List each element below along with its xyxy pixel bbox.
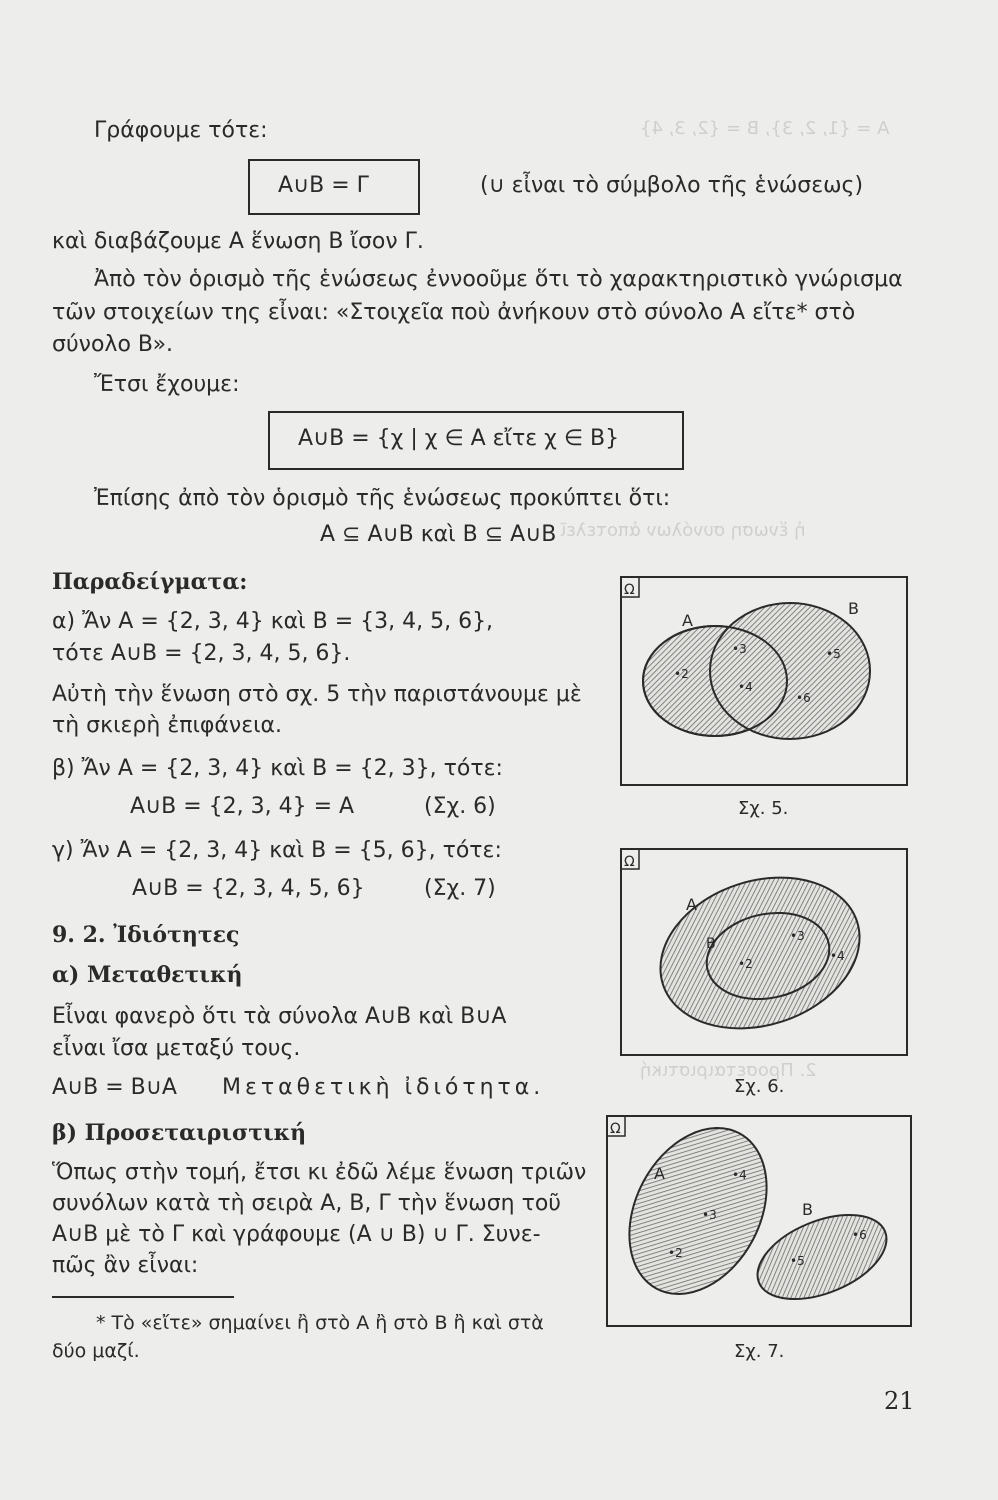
commutative-line-1: Εἶναι φανερὸ ὅτι τὰ σύνολα A∪B καὶ B∪A (52, 1004, 507, 1029)
set-a-label: A (686, 895, 697, 914)
element-4: •4 (732, 1168, 747, 1182)
subset-formula: A ⊆ A∪B καὶ B ⊆ A∪B (320, 522, 557, 547)
element-2: •2 (668, 1246, 683, 1260)
footnote-line-1: * Τὸ «εἴτε» σημαίνει ἢ στὸ A ἢ στὸ B ἢ καὶ στὰ (96, 1312, 544, 1334)
set-a-label: A (654, 1164, 665, 1183)
associative-line-2: συνόλων κατὰ τὴ σειρὰ A, B, Γ τὴν ἕνωση τοῦ (52, 1191, 562, 1216)
example-b-figure-ref: (Σχ. 6) (424, 794, 496, 819)
footnote-rule (52, 1296, 234, 1298)
bleed-through-text: A = {1, 2, 3}, B = {2, 3, 4} (640, 118, 890, 139)
example-a-line-2: τότε A∪B = {2, 3, 4, 5, 6}. (52, 641, 351, 666)
commutative-property-name: Μεταθετικὴ ἰδιότητα. (222, 1075, 545, 1100)
example-a-line-4: τὴ σκιερὴ ἐπιφάνεια. (52, 713, 283, 738)
element-6: •6 (852, 1228, 867, 1242)
element-2: •2 (674, 667, 689, 681)
commutative-formula: A∪B = B∪A (52, 1075, 177, 1100)
universe-label: Ω (624, 854, 635, 870)
read-as-text: καὶ διαβάζουμε A ἕνωση B ἴσον Γ. (52, 229, 424, 254)
element-5: •5 (790, 1254, 805, 1268)
figure-5-caption: Σχ. 5. (738, 798, 789, 819)
element-6: •6 (796, 691, 811, 705)
bleed-through-text: ἡ ἕνωση συνόλων ἀποτελεῖ (560, 520, 806, 541)
figure-7-caption: Σχ. 7. (734, 1341, 785, 1362)
set-b-label: B (706, 936, 716, 952)
write-then-text: Γράφουμε τότε: (94, 118, 268, 143)
example-a-line-1: α) Ἄν A = {2, 3, 4} καὶ B = {3, 4, 5, 6}, (52, 609, 494, 634)
set-b-label: B (802, 1200, 813, 1219)
so-we-have-text: Ἔτσι ἔχουμε: (94, 372, 240, 397)
definition-line-1: Ἀπὸ τὸν ὁρισμὸ τῆς ἑνώσεως ἐννοοῦμε ὅτι τὸ χαρακτηριστικὸ γνώρισμα (94, 267, 903, 292)
figure-5-venn-diagram (620, 576, 908, 786)
associative-line-4: πῶς ἂν εἶναι: (52, 1253, 199, 1278)
footnote-line-2: δύο μαζί. (52, 1340, 140, 1362)
universe-label: Ω (624, 582, 635, 598)
associative-line-1: Ὅπως στὴν τομή, ἔτσι κι ἐδῶ λέμε ἕνωση τριῶν (52, 1160, 587, 1185)
set-builder-formula: A∪B = {χ | χ ∈ A εἴτε χ ∈ B} (298, 426, 620, 451)
set-a-label: A (682, 611, 693, 630)
commutative-line-2: εἶναι ἴσα μεταξύ τους. (52, 1036, 301, 1061)
figure-6-caption: Σχ. 6. (734, 1076, 785, 1097)
union-symbol-note: (∪ εἶναι τὸ σύμβολο τῆς ἑνώσεως) (480, 173, 864, 198)
set-b-ellipse (710, 603, 870, 739)
definition-line-3: σύνολο B». (52, 332, 174, 357)
example-c-formula: A∪B = {2, 3, 4, 5, 6} (132, 876, 365, 901)
universe-label: Ω (610, 1121, 621, 1137)
example-b-line-1: β) Ἄν A = {2, 3, 4} καὶ B = {2, 3}, τότε: (52, 756, 503, 781)
figure-6-venn-diagram (620, 848, 908, 1056)
element-4: •4 (830, 949, 845, 963)
definition-line-2: τῶν στοιχείων της εἶναι: «Στοιχεῖα ποὺ ἀνήκουν στὸ σύνολο A εἴτε* στὸ (52, 300, 856, 325)
also-text: Ἐπίσης ἀπὸ τὸν ὁρισμὸ τῆς ἑνώσεως προκύπτει ὅτι: (94, 486, 671, 511)
element-5: •5 (826, 647, 841, 661)
example-c-line-1: γ) Ἄν A = {2, 3, 4} καὶ B = {5, 6}, τότε: (52, 838, 502, 863)
commutative-heading: α) Μεταθετική (52, 962, 243, 988)
element-3: •3 (732, 642, 747, 656)
example-c-figure-ref: (Σχ. 7) (424, 876, 496, 901)
example-b-formula: A∪B = {2, 3, 4} = A (130, 794, 355, 819)
union-equation: A∪B = Γ (278, 173, 369, 198)
element-3: •3 (790, 929, 805, 943)
examples-heading: Παραδείγματα: (52, 569, 248, 595)
properties-heading: 9. 2. Ἰδιότητες (52, 922, 240, 948)
associative-line-3: A∪B μὲ τὸ Γ καὶ γράφουμε (A ∪ B) ∪ Γ. Συνε- (52, 1222, 541, 1247)
set-b-ellipse (745, 1198, 898, 1316)
associative-heading: β) Προσεταιριστική (52, 1120, 307, 1146)
set-b-label: B (848, 599, 859, 618)
page-number: 21 (884, 1387, 915, 1415)
example-a-line-3: Αὐτὴ τὴν ἕνωση στὸ σχ. 5 τὴν παριστάνουμε μὲ (52, 682, 582, 707)
element-3: •3 (702, 1208, 717, 1222)
bleed-through-text: 2. Προσεταιριστική (640, 1060, 817, 1081)
element-2: •2 (738, 957, 753, 971)
element-4: •4 (738, 680, 753, 694)
figure-7-venn-diagram (606, 1115, 912, 1327)
